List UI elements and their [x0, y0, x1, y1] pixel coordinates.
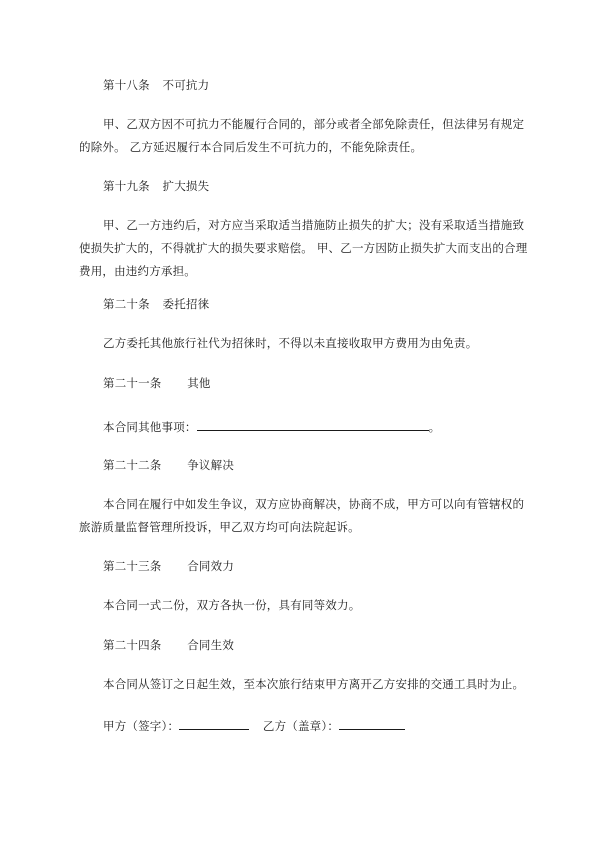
article-23-body: 本合同一式二份，双方各执一份，具有同等效力。 — [103, 598, 361, 612]
party-a-label: 甲方（签字）： — [103, 719, 180, 733]
article-title: 委托招徕 — [162, 297, 210, 311]
article-title: 争议解决 — [187, 458, 235, 472]
article-number: 第二十四条 — [103, 638, 162, 652]
article-number: 第二十条 — [103, 297, 150, 311]
party-a-signature-blank — [179, 718, 249, 730]
article-number: 第二十一条 — [103, 376, 162, 390]
article-21-body: 本合同其他事项： 。 — [103, 420, 441, 434]
article-number: 第二十三条 — [103, 559, 162, 573]
article-24-body: 本合同从签订之日起生效，至本次旅行结束甲方离开乙方安排的交通工具时为止。 — [103, 677, 525, 691]
other-matters-blank — [197, 419, 429, 431]
article-20-body: 乙方委托其他旅行社代为招徕时，不得以未直接收取甲方费用为由免责。 — [103, 336, 478, 350]
article-20-heading — [103, 297, 209, 311]
other-matters-label: 本合同其他事项： — [103, 420, 197, 434]
article-number: 第十八条 — [103, 78, 150, 92]
signature-line — [103, 718, 405, 733]
article-23-heading — [103, 559, 234, 573]
article-title: 合同生效 — [187, 638, 235, 652]
article-title: 扩大损失 — [162, 179, 210, 193]
article-18-heading — [103, 78, 209, 92]
party-b-label: 乙方（盖章）： — [262, 719, 340, 733]
party-b-seal-blank — [339, 718, 405, 730]
article-22-body: 本合同在履行中如发生争议，双方应协商解决，协商不成，甲方可以向有管辖权的旅游质量监督管理所投诉，甲乙双方均可向法院起诉。 — [79, 497, 525, 534]
article-number: 第二十二条 — [103, 458, 162, 472]
article-title: 其他 — [187, 376, 211, 390]
article-21-heading — [103, 376, 211, 390]
article-title: 不可抗力 — [162, 78, 210, 92]
article-18-body: 甲、乙双方因不可抗力不能履行合同的，部分或者全部免除责任，但法律另有规定的除外。 乙方延迟履行本合同后发生不可抗力的，不能免除责任。 — [79, 117, 525, 154]
article-19-heading — [103, 179, 209, 193]
article-22-heading — [103, 458, 234, 472]
article-24-heading — [103, 638, 234, 652]
article-19-body: 甲、乙一方违约后，对方应当采取适当措施防止损失的扩大；没有采取适当措施致使损失扩大的，不得就扩大的损失要求赔偿。 甲、乙一方因防止损失扩大而支出的合理费用，由违约方承担。 — [79, 218, 528, 278]
article-number: 第十九条 — [103, 179, 150, 193]
article-title: 合同效力 — [187, 559, 235, 573]
